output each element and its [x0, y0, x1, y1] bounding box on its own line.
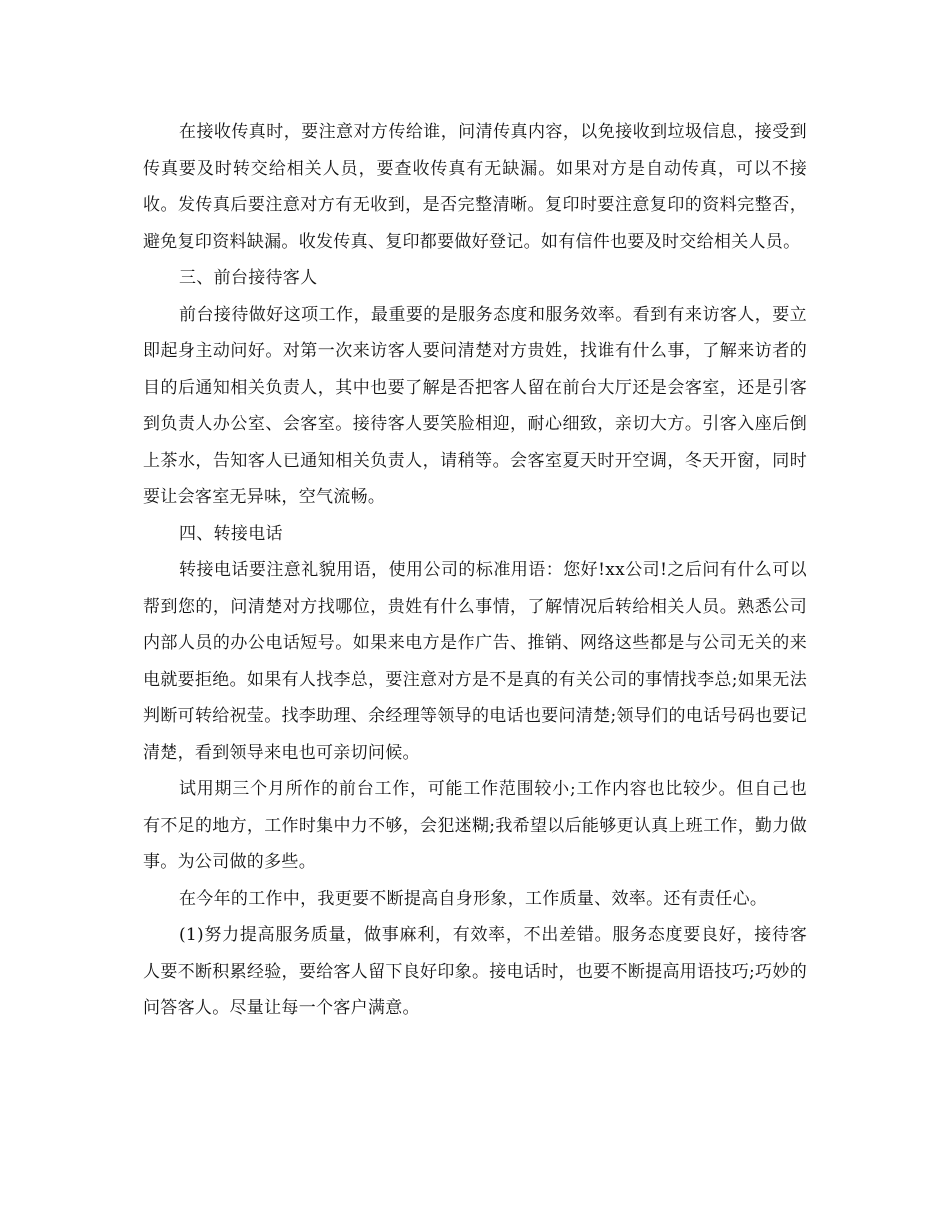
paragraph-reception: 前台接待做好这项工作，最重要的是服务态度和服务效率。看到有来访客人，要立即起身主动问好。对第一次来访客人要问清楚对方贵姓，找谁有什么事，了解来访者的目的后通知相关负责人，其中也要了解是否把客人留在前台大厅还是会客室，还是引客到负责人办公室、会客室。接待客人要笑脸相迎，耐心细致，亲切大方。引客入座后倒上茶水，告知客人已通知相关负责人，请稍等。会客室夏天时开空调，冬天开窗，同时要让会客室无异味，空气流畅。: [143, 304, 807, 507]
paragraph-item-1: (1)努力提高服务质量，做事麻利，有效率，不出差错。服务态度要良好，接待客人要不断积累经验，要给客人留下良好印象。接电话时，也要不断提高用语技巧;巧妙的问答客人。尽量让每一个客户满意。: [143, 925, 807, 1018]
paragraph-fax-copy: 在接收传真时，要注意对方传给谁，问清传真内容，以免接收到垃圾信息，接受到传真要及时转交给相关人员，要查收传真有无缺漏。如果对方是自动传真，可以不接收。发传真后要注意对方有无收到，是否完整清晰。复印时要注意复印的资料完整否，避免复印资料缺漏。收发传真、复印都要做好登记。如有信件也要及时交给相关人员。: [143, 122, 807, 252]
paragraph-phone-transfer: 转接电话要注意礼貌用语，使用公司的标准用语：您好!xx公司!之后问有什么可以帮到您的，问清楚对方找哪位，贵姓有什么事情，了解情况后转给相关人员。熟悉公司内部人员的办公电话短号。如果来电方是作广告、推销、网络这些都是与公司无关的来电就要拒绝。如果有人找李总，要注意对方是不是真的有关公司的事情找李总;如果无法判断可转给祝莹。找李助理、余经理等领导的电话也要问清楚;领导们的电话号码也要记清楚，看到领导来电也可亲切问候。: [143, 560, 807, 763]
document-body: [143, 114, 807, 1027]
paragraph-probation: 试用期三个月所作的前台工作，可能工作范围较小;工作内容也比较少。但自己也有不足的地方，工作时集中力不够，会犯迷糊;我希望以后能够更认真上班工作，勤力做事。为公司做的多些。: [143, 779, 807, 872]
paragraph-this-year: 在今年的工作中，我更要不断提高自身形象，工作质量、效率。还有责任心。: [179, 888, 768, 909]
heading-phone-transfer: 四、转接电话: [179, 523, 283, 544]
heading-reception: 三、前台接待客人: [179, 268, 318, 288]
